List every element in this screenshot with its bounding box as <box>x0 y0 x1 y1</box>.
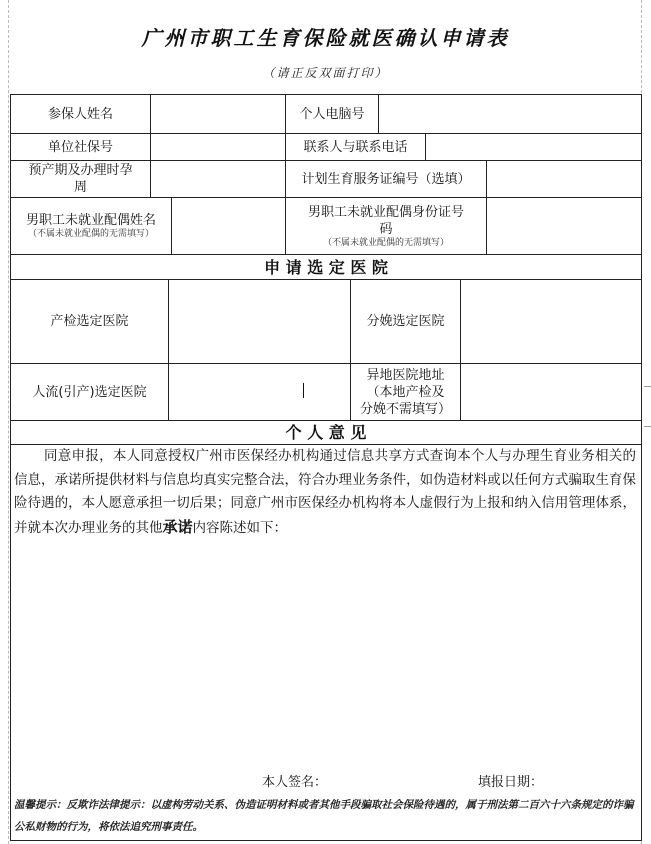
prenatal-hospital-label: 产检选定医院 <box>10 279 169 364</box>
scroll-marker <box>644 386 651 387</box>
abortion-hospital-field[interactable] <box>168 363 351 421</box>
due-date-label: 预产期及办理时孕 周 <box>10 160 151 198</box>
personal-id-field[interactable] <box>378 94 642 134</box>
contact-field[interactable] <box>425 133 642 161</box>
delivery-hospital-label: 分娩选定医院 <box>350 279 461 364</box>
unit-social-security-label: 单位社保号 <box>10 133 151 161</box>
family-planning-label: 计划生育服务证编号（选填） <box>285 160 487 198</box>
opinion-text: 同意申报，本人同意授权广州市医保经办机构通过信息共享方式查询本个人与办理生育业务相关的信息，承诺所提供材料与信息均真实完整合法，符合办理业务条件，如伪造材料或以任何方式骗取生育保险待遇的，本人愿意承担一切后果；同意广州市医保经办机构将本人虚假行为上报和纳入信用管理体系，并就本次办理业务的其他承诺内容陈述如下： <box>14 448 636 536</box>
unit-social-security-field[interactable] <box>150 133 286 161</box>
date-label: 填报日期： <box>478 775 544 790</box>
form-subtitle: （请正反双面打印） <box>262 66 389 80</box>
remote-hospital-field[interactable] <box>460 363 642 421</box>
insured-name-label: 参保人姓名 <box>10 94 151 134</box>
insured-name-field[interactable] <box>150 94 286 134</box>
personal-id-label: 个人电脑号 <box>285 94 379 134</box>
hospital-section-header: 申 请 选 定 医 院 <box>10 254 642 280</box>
signature-label: 本人签名： <box>262 775 328 790</box>
remote-hospital-label: 异地医院地址 （本地产检及 分娩不需填写） <box>350 363 461 421</box>
spouse-id-field[interactable] <box>486 197 642 255</box>
text-cursor <box>303 383 304 398</box>
abortion-hospital-label: 人流(引产)选定医院 <box>10 363 169 421</box>
spouse-name-label: 男职工未就业配偶姓名 （不属未就业配偶的无需填写） <box>10 197 172 255</box>
scroll-marker <box>644 426 651 427</box>
form-title: 广州市职工生育保险就医确认申请表 <box>141 26 510 50</box>
delivery-hospital-field[interactable] <box>460 279 642 364</box>
prenatal-hospital-field[interactable] <box>168 279 351 364</box>
family-planning-field[interactable] <box>486 160 642 198</box>
footer-warning: 温馨提示：反欺诈法律提示：以虚构劳动关系、伪造证明材料或者其他手段骗取社会保险待遇的，属于刑法第二百六十六条规定的诈骗公私财物的行为，将依法追究刑事责任。 <box>14 799 634 833</box>
contact-label: 联系人与联系电话 <box>285 133 426 161</box>
spouse-name-field[interactable] <box>171 197 286 255</box>
spouse-id-label: 男职工未就业配偶身份证号 码 （不属未就业配偶的无需填写） <box>285 197 487 255</box>
due-date-field[interactable] <box>150 160 286 198</box>
opinion-section-header: 个 人 意 见 <box>10 420 642 445</box>
